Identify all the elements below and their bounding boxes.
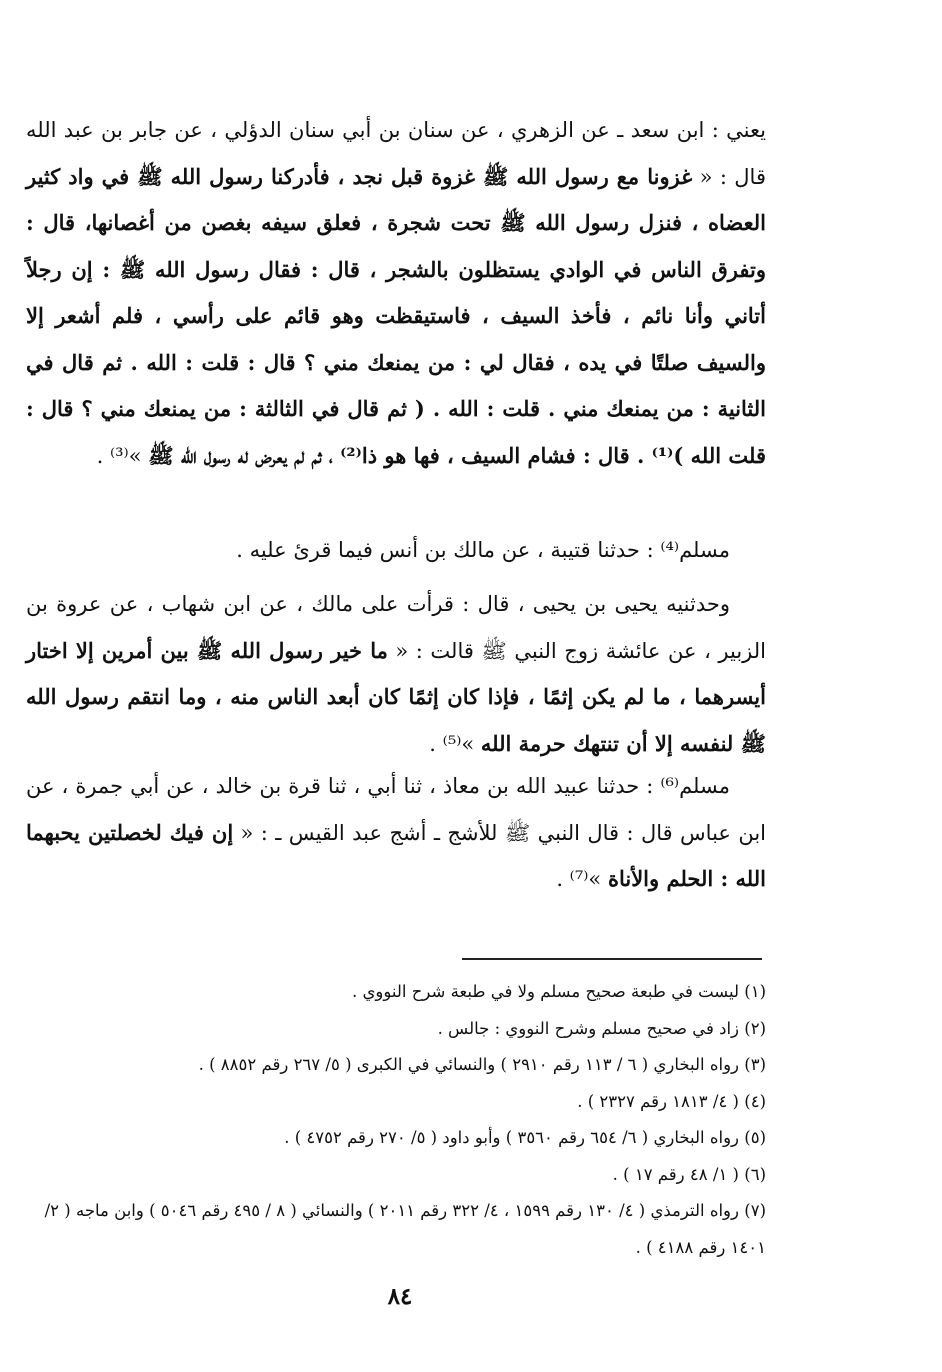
narration-text: يعني : ابن سعد ـ عن الزهري ، عن سنان بن أبي سنان الدؤلي ، عن جابر بن عبد الله قال : « [26, 118, 766, 189]
footnote-6: (٦) ( ١/ ٤٨ رقم ١٧ ) . [612, 1164, 766, 1184]
footnote-separator [462, 958, 762, 960]
hadith-text: ما خير رسول الله ﷺ بين أمرين إلا اختار أيسرهما ، ما لم يكن إثمًا ، فإذا كان إثمًا كان أبعد الناس منه ، وما انتقم رسول الله ﷺ لنفسه إلا أن تنتهك حرمة الله [26, 637, 766, 756]
footnote-5: (٥) رواه البخاري ( ٦/ ٦٥٤ رقم ٣٥٦٠ ) وأبو داود ( ٥/ ٢٧٠ رقم ٤٧٥٢ ) . [284, 1128, 766, 1147]
paragraph-hadith-ashaj [26, 764, 766, 903]
paragraph-text [26, 582, 766, 767]
footnote-4: (٤) ( ٤/ ١٨١٣ رقم ٢٣٢٧ ) . [577, 1091, 766, 1111]
hadith-text: غزونا مع رسول الله ﷺ غزوة قبل نجد ، فأدركنا رسول الله ﷺ في واد كثير العضاه ، فنزل رسول الله ﷺ تحت شجرة ، فعلق سيفه بغصن من أغصانها، قال : وتفرق الناس في الوادي يستظلون بالشجر ، قال : فقال رسول الله ﷺ : إن رجلاً أتاني وأنا نائم ، فأخذ السيف ، فاستيقظت وهو قائم على رأسي ، فلم أشعر إلا والسيف صلتًا في يده ، فقال لي : من يمنعك مني ؟ قال : قلت : الله . ثم قال في الثانية : من يمنعك مني . قلت : الله . ( ثم قال في الثالثة : من يمنعك مني ؟ قال : قلت الله )⁽¹⁾ . قال : فشام السيف ، فها هو ذا⁽²⁾ ، ثم لم يعرض له رسول الله ﷺ [26, 163, 766, 468]
paragraph-text [26, 764, 766, 903]
narration-text: مسلم⁽⁶⁾ : حدثنا عبيد الله بن معاذ ، ثنا أبي ، ثنا قرة بن خالد ، عن أبي جمرة ، عن ابن عباس قال : قال النبي ﷺ للأشج ـ أشج عبد القيس ـ : « [26, 774, 766, 845]
narration-text: مسلم⁽⁴⁾ : حدثنا قتيبة ، عن مالك بن أنس فيما قرئ عليه . [236, 538, 730, 562]
paragraph-chain-muslim [26, 528, 766, 574]
page-number: ٨٤ [387, 1283, 413, 1310]
footnote-1: (١) ليست في طبعة صحيح مسلم ولا في طبعة شرح النووي . [352, 982, 766, 1001]
paragraph-hadith-jabir [26, 108, 766, 479]
footnote-3: (٣) رواه البخاري ( ٦ / ١١٣ رقم ٢٩١٠ ) والنسائي في الكبرى ( ٥/ ٢٦٧ رقم ٨٨٥٢ ) . [198, 1055, 766, 1074]
footnote-2: (٢) زاد في صحيح مسلم وشرح النووي : جالس . [437, 1018, 766, 1038]
narration-text: »⁽⁷⁾ . [556, 867, 608, 891]
paragraph-hadith-aisha [26, 582, 766, 767]
footnote-7: (٧) رواه الترمذي ( ٤/ ١٣٠ رقم ١٥٩٩ ، ٤/ ٣٢٢ رقم ٢٠١١ ) والنسائي ( ٨ / ٤٩٥ رقم ٥٠٤٦ ) وابن ماجه ( ٢/ ١٤٠١ رقم ٤١٨٨ ) . [44, 1201, 766, 1257]
narration-text: وحدثنيه يحيى بن يحيى ، قال : قرأت على مالك ، عن ابن شهاب ، عن عروة بن الزبير ، عن عائشة زوج النبي ﷺ قالت : « [26, 592, 766, 663]
narration-text: »⁽³⁾ . [96, 443, 149, 468]
narration-text: »⁽⁵⁾ . [429, 731, 481, 756]
hadith-text: إن فيك لخصلتين يحبهما الله : الحلم والأناة [26, 819, 766, 891]
paragraph-text [26, 528, 766, 574]
footnotes [26, 974, 766, 1266]
paragraph-text [26, 108, 766, 479]
